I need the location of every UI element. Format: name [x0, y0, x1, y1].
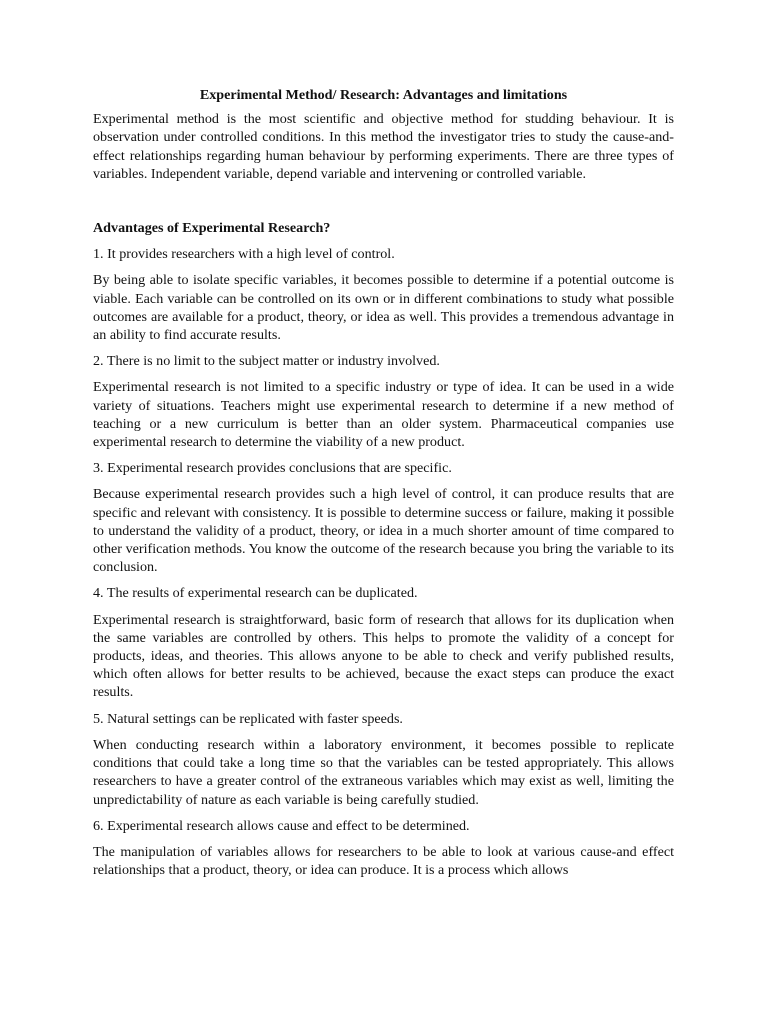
advantage-6-heading: 6. Experimental research allows cause and effect to be determined. [93, 817, 470, 834]
advantage-3-body: Because experimental research provides such a high level of control, it can produce results that are specific and relevant with consistency. It is possible to determine success or failure, making it possible to understand the validity of a product, theory, or idea in a much shorter amount of time compared to other verification methods. You know the outcome of the research because you bring the variable to its conclusion. [93, 486, 674, 576]
advantage-1-heading: 1. It provides researchers with a high level of control. [93, 246, 395, 263]
advantage-1-body: By being able to isolate specific variables, it becomes possible to determine if a potential outcome is viable. Each variable can be controlled on its own or in different combinations to study what possible outcomes are available for a product, theory, or idea as well. This provides a tremendous advantage in an ability to find accurate results. [93, 272, 674, 344]
advantage-5-heading: 5. Natural settings can be replicated with faster speeds. [93, 710, 403, 727]
advantage-3-heading: 3. Experimental research provides conclusions that are specific. [93, 460, 452, 477]
document-title: Experimental Method/ Research: Advantages and limitations [199, 87, 568, 103]
advantage-4-heading: 4. The results of experimental research can be duplicated. [93, 585, 418, 602]
advantage-5-body: When conducting research within a laboratory environment, it becomes possible to replicate conditions that could take a long time so that the variables can be tested appropriately. This allows researchers to have a greater control of the extraneous variables which may exist as well, limiting the unpredictability of nature as each variable is being carefully studied. [93, 736, 674, 808]
advantage-2-heading: 2. There is no limit to the subject matter or industry involved. [93, 353, 440, 370]
advantage-4-body: Experimental research is straightforward, basic form of research that allows for its duplication when the same variables are controlled by others. This helps to promote the validity of a concept for products, ideas, and theories. This allows anyone to be able to check and verify published results, which often allows for better results to be achieved, because the exact steps can produce the exact results. [93, 611, 674, 701]
advantage-2-body: Experimental research is not limited to a specific industry or type of idea. It can be used in a wide variety of situations. Teachers might use experimental research to determine if a new method of teaching or a new curriculum is better than an older system. Pharmaceutical companies use experimental research to determine the viability of a new product. [93, 379, 674, 451]
advantage-6-body: The manipulation of variables allows for researchers to be able to look at various cause-and effect relationships that a product, theory, or idea can produce. It is a process which allows [93, 843, 674, 879]
document-page [93, 86, 674, 887]
intro-paragraph: Experimental method is the most scientific and objective method for studding behaviour. It is observation under controlled conditions. In this method the investigator tries to study the cause-and-effect relationships regarding human behaviour by performing experiments. There are three types of variables. Independent variable, depend variable and intervening or controlled variable. [93, 111, 674, 182]
advantages-heading: Advantages of Experimental Research? [93, 220, 331, 237]
